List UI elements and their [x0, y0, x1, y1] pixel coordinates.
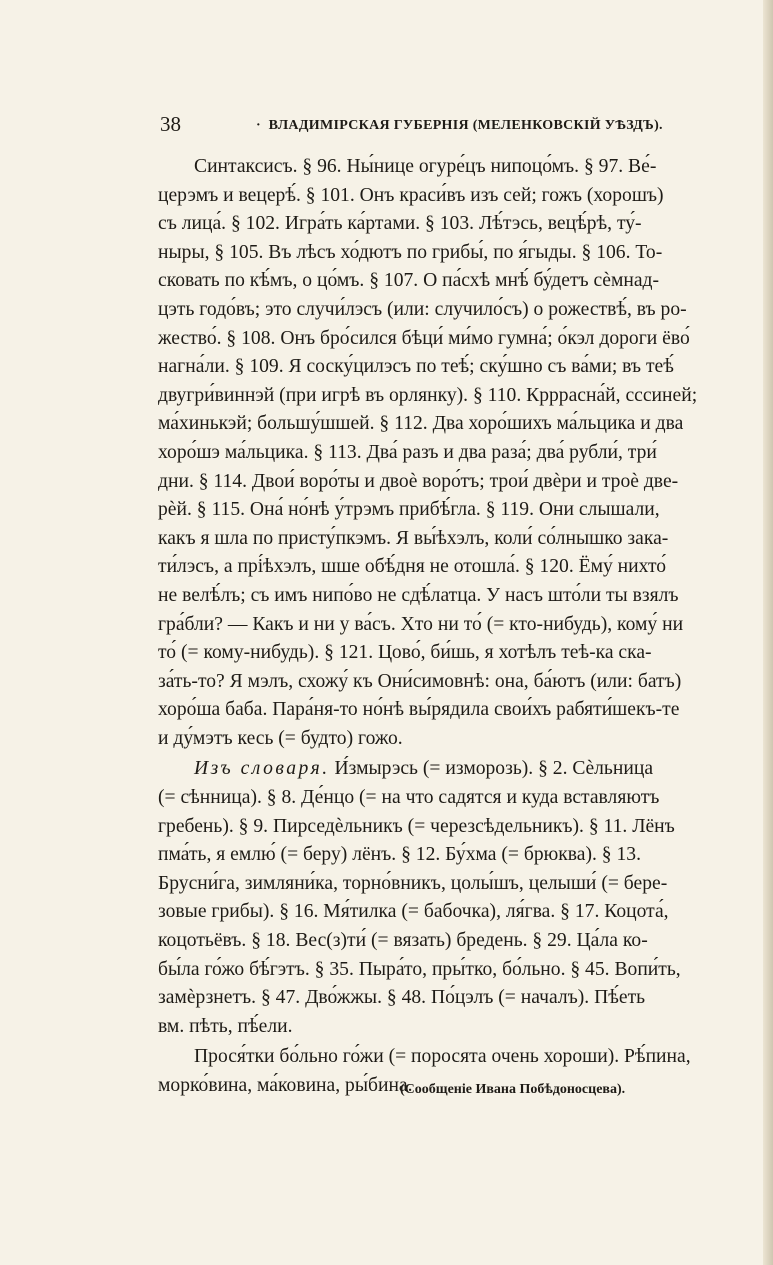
- page-spine-edge: [763, 0, 773, 1265]
- body-text: [158, 153, 736, 1101]
- running-head-title: [256, 118, 663, 134]
- paragraph-dictionary: [158, 755, 736, 1041]
- paragraph-syntax: [158, 153, 736, 753]
- running-head: [160, 112, 735, 140]
- attribution-line: (Сообщеніе Ивана Побѣдоносцева).: [400, 1082, 626, 1097]
- paragraph-syntax-text: Синтаксисъ. § 96. Ны́нице огуре́цъ нипоцо́мъ. § 97. Ве́- церэмъ и вецерѣ́. § 101. Онъ краси́въ изъ сей; гожъ (хорошъ) съ лица́. § 102. Игра́ть ка́ртами. § 103. Лѣ́тэсь, вецѣ́рѣ, ту́- ныры, § 105. Въ лѣсъ хо́дютъ по грибы́, по я́гыды. § 106. То- сковать по кѣ́мъ, о цо́мъ. § 107. О па́схѣ мнѣ́ бу́детъ сѐмнад- цэть годо́въ; это случи́лэсъ (или: случило́съ) о рожествѣ́, въ ро- жество́. § 108. Онъ бро́сился бѣци́ ми́мо гумна́; о́кэл дороги ёво́ нагна́ли. § 109. Я соску́цилэсъ по теѣ́; ску́шно съ ва́ми; въ теѣ́ двугри́виннэй (при игрѣ въ орлянку). § 110. Крррасна́й, сссиней; ма́хинькэй; большу́шшей. § 112. Два хоро́шихъ ма́льцика и два хоро́шэ ма́льцика. § 113. Два́ разъ и два раза́; два́ рубли́, три́ дни. § 114. Двои́ воро́ты и двоѐ воро́тъ; трои́ двѐри и троѐ две- рѐй. § 115. Она́ но́нѣ у́трэмъ прибѣ́гла. § 119. Они слышали, какъ я шла по присту́пкэмъ. Я вы́ѣхэлъ, коли́ со́лнышко зака- ти́лэсъ, а прі́ѣхэлъ, шше обѣ́дня не отошла́. § 120. Ёму́ нихто́ не велѣ́лъ; съ имъ нипо́во не сдѣ́латца. У насъ што́ли ты взялъ гра́бли? — Какъ и ни у ва́съ. Хто ни то́ (= кто-нибудь), кому́ ни то́ (= кому-нибудь). § 121. Цово́, би́шь, я хотѣлъ теѣ-ка ска- за́ть-то? Я мэлъ, схожу́ къ Они́симовнѣ: она, ба́ютъ (или: батъ) хоро́ша баба. Пара́ня-то но́нѣ вы́рядила свои́хъ рабяти́шекъ-те и ду́мэтъ кесь (= будто) гожо.: [158, 156, 698, 749]
- page-number: 38: [160, 112, 181, 136]
- running-head-separator: ·: [256, 118, 261, 133]
- paragraph-closing-text: Прося́тки бо́льно го́жи (= поросята очень хороши). Рѣ́пина, морко́вина, ма́ковина, ры́бина.: [158, 1046, 691, 1096]
- paragraph-dictionary-lead: Изъ словаря.: [194, 758, 330, 780]
- paragraph-dictionary-text: И́змырэсь (= изморозь). § 2. Сѐльница (= сѣнница). § 8. Де́нцо (= на что садятся и куда вставляютъ гребень). § 9. Пирседѐльникъ (= черезсѣдельникъ). § 11. Лёнъ пма́ть, я емлю́ (= беру) лёнъ. § 12. Бу́хма (= брюква). § 13. Брусни́га, зимляни́ка, торно́вникъ, цолы́шъ, целыши́ (= бере- зовые грибы). § 16. Мя́тилка (= бабочка), ля́гва. § 17. Коцота́, коцотьёвъ. § 18. Вес(з)ти́ (= вязать) бредень. § 29. Ца́ла ко- бы́ла го́жо бѣ́гэтъ. § 35. Пыра́то, пры́тко, бо́льно. § 45. Вопи́ть, замѐрзнетъ. § 47. Дво́жжы. § 48. По́цэлъ (= началъ). Пѣ́еть вм. пѣть, пѣ́ели.: [158, 758, 681, 1037]
- running-head-text: ВЛАДИМІРСКАЯ ГУБЕРНІЯ (МЕЛЕНКОВСКІЙ УѢЗДЪ).: [268, 118, 663, 133]
